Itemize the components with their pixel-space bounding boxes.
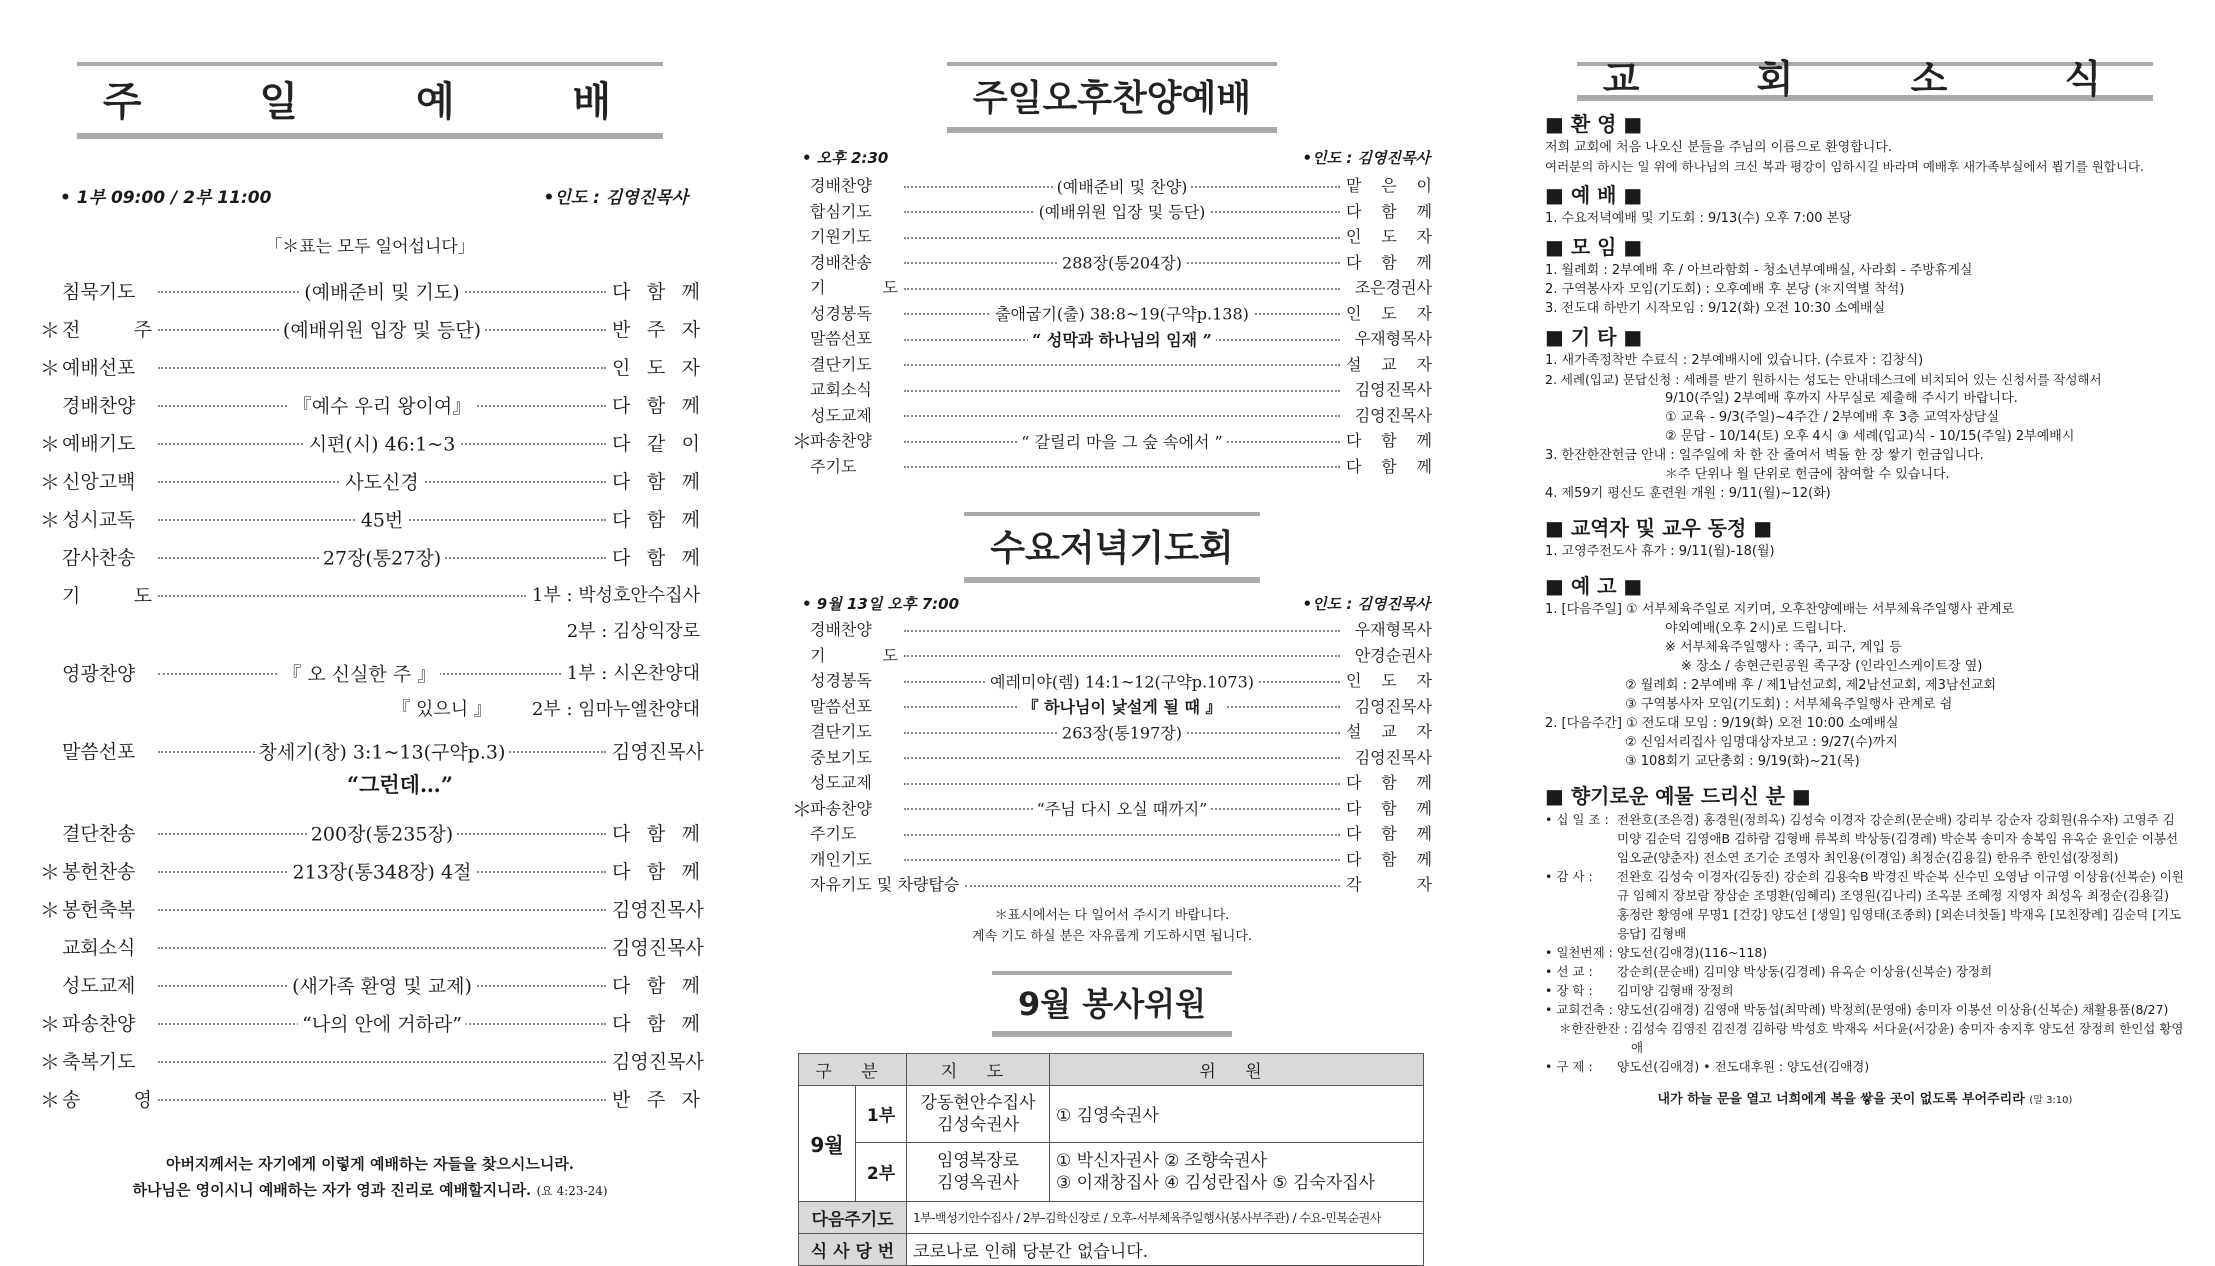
scripture-verse: 아버지께서는 자기에게 이렇게 예배하는 자들을 찾으시느니라. 하나님은 영이시니 예배하는 자가 영과 진리로 예배할지니라. (요 4:23-24) <box>132 1155 608 1199</box>
wednesday-notes: ＊표시에서는 다 일어서 주시기 바랍니다. 계속 기도 하실 분은 자유롭게 기도하시면 됩니다. <box>971 907 1253 944</box>
program-row <box>40 499 700 537</box>
offering-cup: ＊한잔한잔 : 김성숙 김영진 김진경 김하랑 박성호 박재옥 서다윤(서강윤) 송미자 송지후 양도선 장정희 한인섭 황영애 <box>1559 1021 2184 1055</box>
program-person: 다 함 께 <box>1346 849 1432 869</box>
program-row <box>40 385 700 423</box>
program-row <box>40 889 704 927</box>
program-person: 다 함 께 <box>612 822 700 845</box>
program-person: 다 함 께 <box>1346 824 1432 844</box>
program-row <box>40 423 700 461</box>
program-detail: 예레미야(렘) 14:1~12(구약p.1073) <box>986 672 1258 691</box>
volunteer-table <box>798 1053 1424 1266</box>
program-person: 다 같 이 <box>612 432 700 455</box>
program-label: 성도교제 <box>810 405 872 425</box>
program-row <box>792 427 1432 453</box>
program-label: 성시교독 <box>62 508 136 531</box>
program-detail: (예배준비 및 찬양) <box>1053 177 1192 196</box>
program-person: 설 교 자 <box>1346 722 1432 742</box>
program-person: 우재형목사 <box>1354 620 1432 640</box>
program-person: 안경순권사 <box>1354 645 1432 665</box>
offering-onetime: • 일천번제 : 양도선(김애경)(116~118) <box>1545 945 1768 960</box>
program-person: 인 도 자 <box>1346 671 1432 691</box>
sermon-title: “그런데…” <box>346 772 454 797</box>
next-prayer-label: 다음주기도 <box>799 1201 907 1233</box>
program-row <box>40 461 700 499</box>
program-row <box>792 718 1432 744</box>
program-person: 반 주 자 <box>612 1088 700 1111</box>
program-label: 합심기도 <box>810 201 872 221</box>
program-person: 조은경권사 <box>1354 278 1432 298</box>
program-label: 감사찬송 <box>62 546 136 569</box>
standing-mark: ＊ <box>40 859 60 884</box>
program-label: 자유기도 및 차량탑승 <box>810 875 960 895</box>
program-person: 김영진목사 <box>1354 696 1432 716</box>
program-row <box>40 271 700 309</box>
afternoon-leader: •인도 : 김영진목사 <box>1302 149 1430 167</box>
program-label: 축복기도 <box>62 1050 136 1073</box>
wednesday-program <box>792 616 1432 897</box>
program-label: 송 영 <box>62 1088 152 1111</box>
program-row-prayer <box>40 575 700 613</box>
meal-duty-label: 식 사 당 번 <box>799 1233 907 1265</box>
standing-mark: ＊ <box>40 317 60 342</box>
program-label: 주기도 <box>810 456 857 476</box>
church-news-column: 교 회 소 식 ■ 환 영 ■ 저희 교회에 처음 나오신 분들을 주님의 이름으로 환영합니다. 여러분의 하시는 일 위에 하나님의 크신 복과 평강이 임하시길 바라며 예배후 새가족부실에서 뵙기를 원합니다. ■ 예 배 ■ 1. 수요저녁예배 및 기도회 : 9/13(수) 오후 7:00 본당 ■ 모 임 ■ 1. 월례회 : 2부예배 후 / 아브라함회 - 청소년부예배실, 사라회 - 주방휴게실 2. 구역봉사자 모임(기도회) : 오후예배 후 본당 (＊지역별 착석) 3. 전도대 하반기 시작모임 : 9/12(화) 오전 10:30 소예배실 ■ 기 타 ■ 1. 새가족정착반 수료식 : 2부예배시에 있습니다. (수료자 : 김창식) 2. 세례(입교) 문답신청 : 세례를 받기 원하시는 성도는 안내데스크에 비치되어 있는 신청서를 작성해서 9/10(주일) 2부예배 후까지 사무실로 제출해 주시기 바랍니다. ① 교육 - 9/3(주일)~4주간 / 2부예배 후 3층 교역자상담실 ② 문답 - 10/14(토) 오후 4시 ③ 세례(입교)식 - 10/15(주일) 2부예배시 3. 한잔한잔헌금 안내 : 일주일에 차 한 잔 줄여서 벽돌 한 장 쌓기 헌금입니다. ＊주 단위나 월 단위로 헌금에 참여할 수 있습니다. 4. 제59기 평신도 훈련원 개원 : 9/11(월)~12(화) ■ 교역자 및 교우 동정 ■ 1. 고영주전도사 휴가 : 9/11(월)-18(월) ■ 예 고 ■ 1. [다음주일] ① 서부체육주일로 지키며, 오후찬양예배는 서부체육주일행사 관계로 야외예배(오후 2시)로 드립니다. ※ 서부체육주일행사 : 족구, 피구, 계입 등 ※ 장소 / 송현근린공원 족구장 (인라인스케이트장 옆) ② 월례회 : 2부예배 후 / 제1남선교회, 제2남선교회, 제3남선교회 ③ 구역봉사자 모임(기도회) : 서부체육주일행사 관계로 쉼 2. [다음주간] ① 전도대 모임 : 9/19(화) 오전 10:00 소예배실 ② 신임서리집사 임명대상자보고 : 9/27(수)까지 ③ 108회기 교단총회 : 9/19(화)~21(목) ■ 향기로운 예물 드리신 분 ■ • 십 일 조 : 전완호(조은경) 홍경원(정희옥) 김성숙 이경자 강순희(문순배) 강리부 강순자 강회원(유수자) 고영주 김미양 김순덕 김영애B 김하람 김형배 류복희 박상동(김경례) 박순복 송미자 송복임 유옥순 윤인순 이봉선 임오균(양춘자) 전소연 조기순 조영자 최인용(이경임) 최정순(김용길) 한유주 한인섭(장정희) • 감 사 : 전완호 김성숙 이경자(김동진) 강순희 김용숙B 박경진 박순복 신수민 오영남 이규영 이상융(신복순) 이원규 임혜지 장보람 장삼순 조명환(임혜리) 조영원(김나리) 조옥분 조혜정 지영자 최성옥 최정순(김용길) 홍정란 황영애 무명1 [건강] 양도선 [생일] 임영태(조종희) [외손녀첫돌] 박재옥 [모친장례] 김순덕 [기도응답] 김형배 • 일천번제 : 양도선(김애경)(116~118) • 선 교 : 강순희(문순배) 김미양 박상동(김경례) 유옥순 이상융(신복순) 장정희 • 장 학 : 김미양 김형배 장정희 • 교회건축 : 양도선(김애경) 김영애 박동섭(최막례) 박정희(문영애) 송미자 이봉선 이상융(신복순) 채활용품(8/27) ＊한잔한잔 : 김성숙 김영진 김진경 김하랑 박성호 박재옥 서다윤(서강윤) 송미자 송지후 양도선 장정희 한인섭 황영애 • 구 제 : 양도선(김애경) • 전도대후원 : 양도선(김애경) 내가 하늘 문을 열고 너희에게 복을 쌓을 곳이 없도록 부어주리라 (말 3:10) <box>1545 0 2185 1110</box>
program-label: 영광찬양 <box>62 662 136 685</box>
offering-scholarship: • 장 학 : 김미양 김형배 장정희 <box>1545 983 1734 998</box>
offering-building: • 교회건축 : 양도선(김애경) 김영애 박동섭(최막례) 박정희(문영애) 송미자 이봉선 이상융(신복순) 채활용품(8/27) <box>1545 1002 2169 1017</box>
september-volunteers-title: 9월 봉사위원 <box>992 971 1232 1037</box>
col-leader: 지 도 <box>907 1053 1050 1085</box>
afternoon-program <box>792 172 1432 478</box>
program-person: 다 함 께 <box>612 1012 700 1035</box>
program-row <box>792 223 1432 249</box>
standing-mark: ＊ <box>792 796 812 821</box>
notice-heading: ■ 예 고 ■ <box>1545 574 1643 598</box>
standing-mark: ＊ <box>40 1087 60 1112</box>
program-label: 기 도 <box>810 645 898 665</box>
program-list-2 <box>40 813 704 1117</box>
program-row <box>40 537 700 575</box>
service-times: • 1부 09:00 / 2부 11:00 <box>60 188 272 208</box>
program-person: 다 함 께 <box>1346 773 1432 793</box>
program-person: 김영진목사 <box>1354 405 1432 425</box>
program-label: 경배찬양 <box>62 394 136 417</box>
church-news-title: 교 회 소 식 <box>1577 62 2154 101</box>
program-person: 다 함 께 <box>1346 431 1432 451</box>
program-label: 결단기도 <box>810 722 872 742</box>
choir-second-service: 2부 : 임마누엘찬양대 <box>531 699 700 720</box>
program-row <box>792 453 1432 479</box>
program-person: 인 도 자 <box>612 356 700 379</box>
col-division: 구 분 <box>799 1053 907 1085</box>
choir-first-service: 1부 : 시온찬양대 <box>566 663 700 684</box>
choir-song-2: 『 있으니 』 <box>392 699 492 720</box>
program-label: 기 도 <box>810 278 898 298</box>
program-row <box>792 325 1432 351</box>
program-detail: “나의 안에 거하라” <box>298 1014 466 1036</box>
offering-thanks: • 감 사 : 전완호 김성숙 이경자(김동진) 강순희 김용숙B 박경진 박순복 신수민 오영남 이규영 이상융(신복순) 이원규 임혜지 장보람 장삼순 조명환(임혜리) 조영원(김나리) 조옥분 조혜정 지영자 최성옥 최정순(김용길) 홍정란 황영애 무명1 [건강] 양도선 [생일] 임영태(조종희) [외손녀첫돌] 박재옥 [모친장례] 김순덕 [기도응답] 김형배 <box>1545 869 2184 941</box>
worship-leader: •인도 : 김영진목사 <box>543 188 688 208</box>
program-label: 교회소식 <box>810 380 872 400</box>
program-label: 기원기도 <box>810 227 872 247</box>
program-label: 결단찬송 <box>62 822 136 845</box>
program-row <box>792 642 1432 668</box>
first-service-leaders: 강동현안수집사 김성숙권사 <box>907 1085 1050 1142</box>
choir-second-line <box>40 691 700 725</box>
program-person: 우재형목사 <box>1354 329 1432 349</box>
first-service-members: ① 김영숙권사 <box>1050 1085 1424 1142</box>
welcome-heading: ■ 환 영 ■ <box>1545 112 1643 136</box>
wednesday-time: • 9월 13일 오후 7:00 <box>802 595 960 613</box>
program-person: 다 함 께 <box>1346 201 1432 221</box>
afternoon-service-title: 주일오후찬양예배 <box>947 62 1277 133</box>
program-person: 다 함 께 <box>612 860 700 883</box>
program-person: 설 교 자 <box>1346 354 1432 374</box>
program-row <box>40 347 700 385</box>
program-label: 말씀선포 <box>810 696 872 716</box>
program-row <box>792 198 1432 224</box>
program-row <box>792 172 1432 198</box>
program-label: 신앙고백 <box>62 470 136 493</box>
program-person: 다 함 께 <box>612 546 700 569</box>
program-label: 파송찬양 <box>62 1012 136 1035</box>
standing-mark: ＊ <box>40 1049 60 1074</box>
program-detail: 288장(통204장) <box>1058 254 1186 273</box>
program-label: 경배찬양 <box>810 176 872 196</box>
program-label: 교회소식 <box>62 936 136 959</box>
prayer-second-service: 2부 : 김상익장로 <box>566 621 700 642</box>
offering-tithe: • 십 일 조 : 전완호(조은경) 홍경원(정희옥) 김성숙 이경자 강순희(문순배) 강리부 강순자 강회원(유수자) 고영주 김미양 김순덕 김영애B 김하람 김형배 류복희 박상동(김경례) 박순복 송미자 송복임 유옥순 윤인순 이봉선 임오균(양춘자) 전소연 조기순 조영자 최인용(이경임) 최정순(김용길) 한유주 한인섭(장정희) <box>1545 812 2179 865</box>
program-person: 김영진목사 <box>612 898 704 921</box>
program-row <box>40 965 700 1003</box>
program-detail: (새가족 환영 및 교제) <box>288 976 476 998</box>
program-person: 인 도 자 <box>1346 303 1432 323</box>
program-row <box>792 744 1432 770</box>
month-cell: 9월 <box>799 1085 856 1201</box>
program-label: 봉헌축복 <box>62 898 136 921</box>
program-label: 성도교제 <box>810 773 872 793</box>
program-row-choir <box>40 653 700 691</box>
standing-mark: ＊ <box>40 1011 60 1036</box>
program-person: 다 함 께 <box>612 280 700 303</box>
wednesday-leader: •인도 : 김영진목사 <box>1302 595 1430 613</box>
second-service-leaders: 임영복장로 김영옥권사 <box>907 1142 1050 1201</box>
program-label: 성도교제 <box>62 974 136 997</box>
program-person: 김영진목사 <box>612 936 704 959</box>
program-label: 중보기도 <box>810 747 872 767</box>
program-label: 전 주 <box>62 318 152 341</box>
afternoon-service-column <box>792 0 1432 1266</box>
program-detail: (예배위원 입장 및 등단) <box>1035 203 1210 222</box>
program-person: 맡 은 이 <box>1346 176 1432 196</box>
program-detail: 『 하나님이 낯설게 될 때 』 <box>1019 698 1226 717</box>
program-label: 봉헌찬송 <box>62 860 136 883</box>
standing-mark: ＊ <box>40 897 60 922</box>
program-row <box>40 309 700 347</box>
program-row <box>40 1041 704 1079</box>
program-detail: (예배위원 입장 및 등단) <box>279 320 485 342</box>
program-detail: 200장(통235장) <box>307 824 457 846</box>
program-label: 예배기도 <box>62 432 136 455</box>
program-row <box>792 795 1432 821</box>
meeting-heading: ■ 모 임 ■ <box>1545 235 1643 259</box>
wednesday-service-title: 수요저녁기도회 <box>964 512 1259 583</box>
program-person: 김영진목사 <box>612 1050 704 1073</box>
program-label: 성경봉독 <box>810 303 872 323</box>
program-list-1 <box>40 271 700 575</box>
program-label: 침묵기도 <box>62 280 136 303</box>
program-row <box>792 376 1432 402</box>
program-label: 말씀선포 <box>810 329 872 349</box>
standing-mark: ＊ <box>40 507 60 532</box>
program-row <box>792 402 1432 428</box>
program-label: 경배찬양 <box>810 620 872 640</box>
program-person: 김영진목사 <box>1354 380 1432 400</box>
program-row <box>40 927 704 965</box>
program-row <box>792 274 1432 300</box>
program-person: 김영진목사 <box>1354 747 1432 767</box>
program-row <box>792 351 1432 377</box>
next-prayer-value: 1부-백성기안수집사 / 2부-김학신장로 / 오후-서부체육주일행사(봉사부주관) / 수요-민복순권사 <box>907 1201 1424 1233</box>
program-label: 예배선포 <box>62 356 136 379</box>
worship-heading: ■ 예 배 ■ <box>1545 183 1643 207</box>
program-row <box>792 871 1432 897</box>
program-detail: 45번 <box>357 510 408 532</box>
program-label: 말씀선포 <box>62 740 136 763</box>
sunday-worship-column <box>40 0 704 1204</box>
program-detail: 시편(시) 46:1~3 <box>305 434 460 456</box>
sermon-preacher: 김영진목사 <box>612 740 704 763</box>
standing-note: 「＊표는 모두 일어섭니다」 <box>265 237 475 257</box>
program-person: 다 함 께 <box>1346 456 1432 476</box>
staff-heading: ■ 교역자 및 교우 동정 ■ <box>1545 516 1773 540</box>
program-detail: 263장(통197장) <box>1058 723 1186 742</box>
program-person: 다 함 께 <box>612 974 700 997</box>
program-row <box>792 300 1432 326</box>
program-row <box>40 1079 700 1117</box>
program-row <box>792 667 1432 693</box>
program-person: 다 함 께 <box>612 470 700 493</box>
first-service-cell: 1부 <box>856 1085 907 1142</box>
standing-mark: ＊ <box>40 469 60 494</box>
afternoon-time: • 오후 2:30 <box>802 149 889 167</box>
program-row <box>792 616 1432 642</box>
program-detail: 출애굽기(출) 38:8~19(구약p.138) <box>991 305 1253 324</box>
choir-song-1: 『 오 신실한 주 』 <box>278 664 440 686</box>
program-row-sermon <box>40 731 704 769</box>
program-row <box>40 813 700 851</box>
program-row <box>792 769 1432 795</box>
sermon-scripture: 창세기(창) 3:1~13(구약p.3) <box>255 742 510 764</box>
program-label: 개인기도 <box>810 849 872 869</box>
offering-mission: • 선 교 : 강순희(문순배) 김미양 박상동(김경례) 유옥순 이상융(신복순) 장정희 <box>1545 964 1993 979</box>
program-person: 다 함 께 <box>612 394 700 417</box>
program-label: 결단기도 <box>810 354 872 374</box>
footer-verse: 내가 하늘 문을 열고 너희에게 복을 쌓을 곳이 없도록 부어주리라 (말 3:10) <box>1657 1092 2073 1107</box>
program-row <box>40 851 700 889</box>
program-detail: “주님 다시 오실 때까지” <box>1033 800 1212 819</box>
program-person: 다 함 께 <box>1346 798 1432 818</box>
program-row <box>792 693 1432 719</box>
program-label: 기 도 <box>62 584 152 607</box>
prayer-first-service: 1부 : 박성호안수집사 <box>531 585 700 606</box>
program-detail: “ 성막과 하나님의 임재 ” <box>1028 330 1216 349</box>
program-detail: 『예수 우리 왕이여』 <box>289 396 476 418</box>
program-person: 각 자 <box>1346 875 1432 895</box>
program-row <box>792 820 1432 846</box>
offering-relief: • 구 제 : 양도선(김애경) • 전도대후원 : 양도선(김애경) <box>1545 1059 1870 1074</box>
program-detail: 213장(통348장) 4절 <box>289 862 476 884</box>
meal-duty-value: 코로나로 인해 당분간 없습니다. <box>907 1233 1424 1265</box>
program-detail: “ 갈릴리 마을 그 숲 속에서 ” <box>1017 432 1226 451</box>
program-detail: 사도신경 <box>341 472 422 494</box>
col-members: 위 원 <box>1050 1053 1424 1085</box>
program-label: 파송찬양 <box>810 798 872 818</box>
offering-heading: ■ 향기로운 예물 드리신 분 ■ <box>1545 784 1811 808</box>
standing-mark: ＊ <box>792 429 812 454</box>
program-label: 파송찬양 <box>810 431 872 451</box>
program-person: 반 주 자 <box>612 318 700 341</box>
program-person: 다 함 께 <box>1346 252 1432 272</box>
etc-heading: ■ 기 타 ■ <box>1545 325 1643 349</box>
standing-mark: ＊ <box>40 431 60 456</box>
program-label: 주기도 <box>810 824 857 844</box>
program-detail: (예배준비 및 기도) <box>300 282 463 304</box>
program-label: 경배찬송 <box>810 252 872 272</box>
program-detail: 27장(통27장) <box>319 548 445 570</box>
program-row <box>40 1003 700 1041</box>
program-person: 인 도 자 <box>1346 227 1432 247</box>
second-service-cell: 2부 <box>856 1142 907 1201</box>
program-row <box>792 846 1432 872</box>
program-person: 다 함 께 <box>612 508 700 531</box>
second-service-members: ① 박신자권사 ② 조향숙권사 ③ 이재창집사 ④ 김성란집사 ⑤ 김숙자집사 <box>1050 1142 1424 1201</box>
program-label: 성경봉독 <box>810 671 872 691</box>
standing-mark: ＊ <box>40 355 60 380</box>
sunday-worship-title: 주 일 예 배 <box>77 62 663 139</box>
program-row <box>792 249 1432 275</box>
